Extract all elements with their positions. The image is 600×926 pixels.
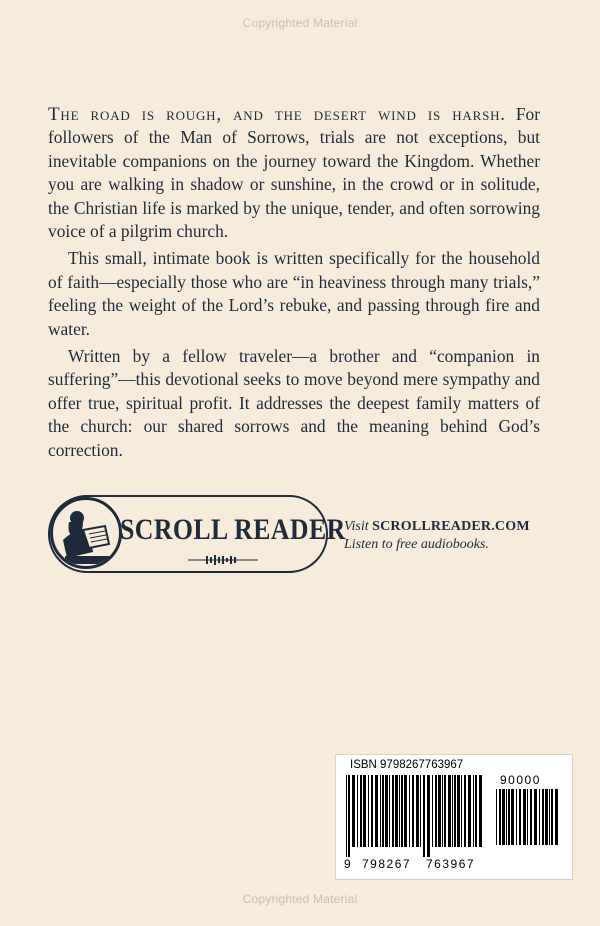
barcode-bar — [473, 775, 474, 847]
barcode-digits-left: 798267 — [362, 857, 412, 871]
scribe-emblem-icon — [50, 497, 122, 569]
visit-prefix: Visit — [344, 519, 373, 534]
barcode-bar — [399, 775, 400, 847]
barcode-bar — [499, 789, 501, 845]
barcode-bar — [516, 789, 517, 845]
barcode-bar — [523, 789, 526, 845]
barcode-bar — [385, 775, 388, 847]
barcode-bar — [551, 789, 553, 845]
barcode-bar — [555, 789, 558, 845]
barcode-bar — [464, 775, 466, 847]
barcode-bar — [444, 775, 446, 847]
copyright-watermark-bottom: Copyrighted Material — [242, 892, 358, 906]
barcode-bar — [545, 789, 548, 845]
barcode-bar — [427, 775, 430, 857]
barcode-bar — [534, 789, 537, 845]
isbn-barcode — [335, 754, 573, 880]
barcode-bar — [389, 775, 390, 847]
barcode-bar — [519, 789, 521, 845]
barcode-digits-right: 763967 — [426, 857, 476, 871]
barcode-bar — [549, 789, 550, 845]
barcode-bar — [392, 775, 394, 847]
publisher-visit-info — [344, 518, 530, 554]
barcode-bar — [423, 775, 425, 857]
barcode-bar — [539, 789, 540, 845]
barcode-bar — [352, 775, 355, 847]
barcode-bar — [432, 775, 433, 847]
barcode-bar — [448, 775, 451, 847]
barcode-bar — [457, 775, 460, 847]
barcode-bar — [368, 775, 369, 847]
barcode-bar — [435, 775, 437, 847]
visit-line — [344, 518, 530, 536]
blurb-lead-line: The road is rough, and the desert wind is harsh. — [48, 104, 506, 125]
barcode-bar — [380, 775, 381, 847]
barcode-bar — [506, 789, 507, 845]
barcode-bar — [395, 775, 398, 847]
barcode-bars — [346, 775, 486, 857]
blurb-paragraph-3: Written by a fellow traveler—a brother and “companion in suffering”—this devotional seeks to move beyond mere sympathy and offer true, spiritual profit. It addresses the deepest family matters of the church: our shared sorrows and the meaning behind God’s correction. — [48, 346, 540, 460]
barcode-bar — [357, 775, 358, 847]
blurb-paragraph-2: This small, intimate book is written specifically for the household of faith—especially those who are “in heaviness through many trials,” feeling the weight of the Lord’s rebuke, and passing through fire and water. — [48, 248, 540, 339]
barcode-bar — [511, 789, 514, 845]
barcode-digit-first: 9 — [344, 857, 353, 871]
barcode-bar — [502, 789, 505, 845]
barcode-bar — [371, 775, 373, 847]
barcode-bar — [382, 775, 384, 847]
barcode-bar — [420, 775, 421, 847]
barcode-bar — [363, 775, 366, 847]
barcode-bar — [348, 775, 350, 857]
logo-wordmark: SCROLL READER — [120, 513, 346, 546]
barcode-bar — [412, 775, 414, 847]
barcode-bar — [416, 775, 419, 847]
barcode-bar — [461, 775, 462, 847]
barcode-bar — [452, 775, 453, 847]
barcode-bar — [530, 789, 532, 845]
barcode-bar — [454, 775, 456, 847]
blurb-paragraph-1-text: For followers of the Man of Sorrows, trials are not exceptions, but inevitable companions on the journey toward the Kingdom. Whether you are walking in shadow or sunshine, in the crowd or in solitude, the Christian life is marked by the unique, tender, and often sorrowing voice of a pilgrim church. — [48, 104, 541, 242]
barcode-bar — [404, 775, 407, 847]
barcode-bar — [346, 775, 347, 857]
barcode-bar — [468, 775, 471, 847]
audio-waveform-icon — [188, 555, 258, 565]
barcode-bar — [475, 775, 477, 847]
blurb-paragraph-1 — [48, 103, 540, 243]
barcode-bar — [409, 775, 410, 847]
barcode-bar — [375, 775, 378, 847]
back-cover-blurb — [48, 103, 540, 466]
barcode-bar — [442, 775, 443, 847]
barcode-bar — [527, 789, 528, 845]
barcode-bar — [479, 775, 482, 847]
barcode-bar — [401, 775, 403, 847]
barcode-bar — [508, 789, 510, 845]
barcode-bar — [360, 775, 362, 847]
barcode-bar — [542, 789, 544, 845]
barcode-bar — [496, 789, 497, 845]
scroll-reader-logo — [48, 495, 346, 575]
publisher-tagline: Listen to free audiobooks. — [344, 537, 489, 552]
barcode-addon-price: 90000 — [500, 773, 541, 787]
barcode-addon-bars — [496, 789, 558, 869]
barcode-bar — [438, 775, 441, 847]
isbn-label: ISBN 9798267763967 — [350, 759, 464, 771]
publisher-url[interactable]: SCROLLREADER.COM — [372, 519, 530, 534]
copyright-watermark-top: Copyrighted Material — [242, 16, 358, 30]
